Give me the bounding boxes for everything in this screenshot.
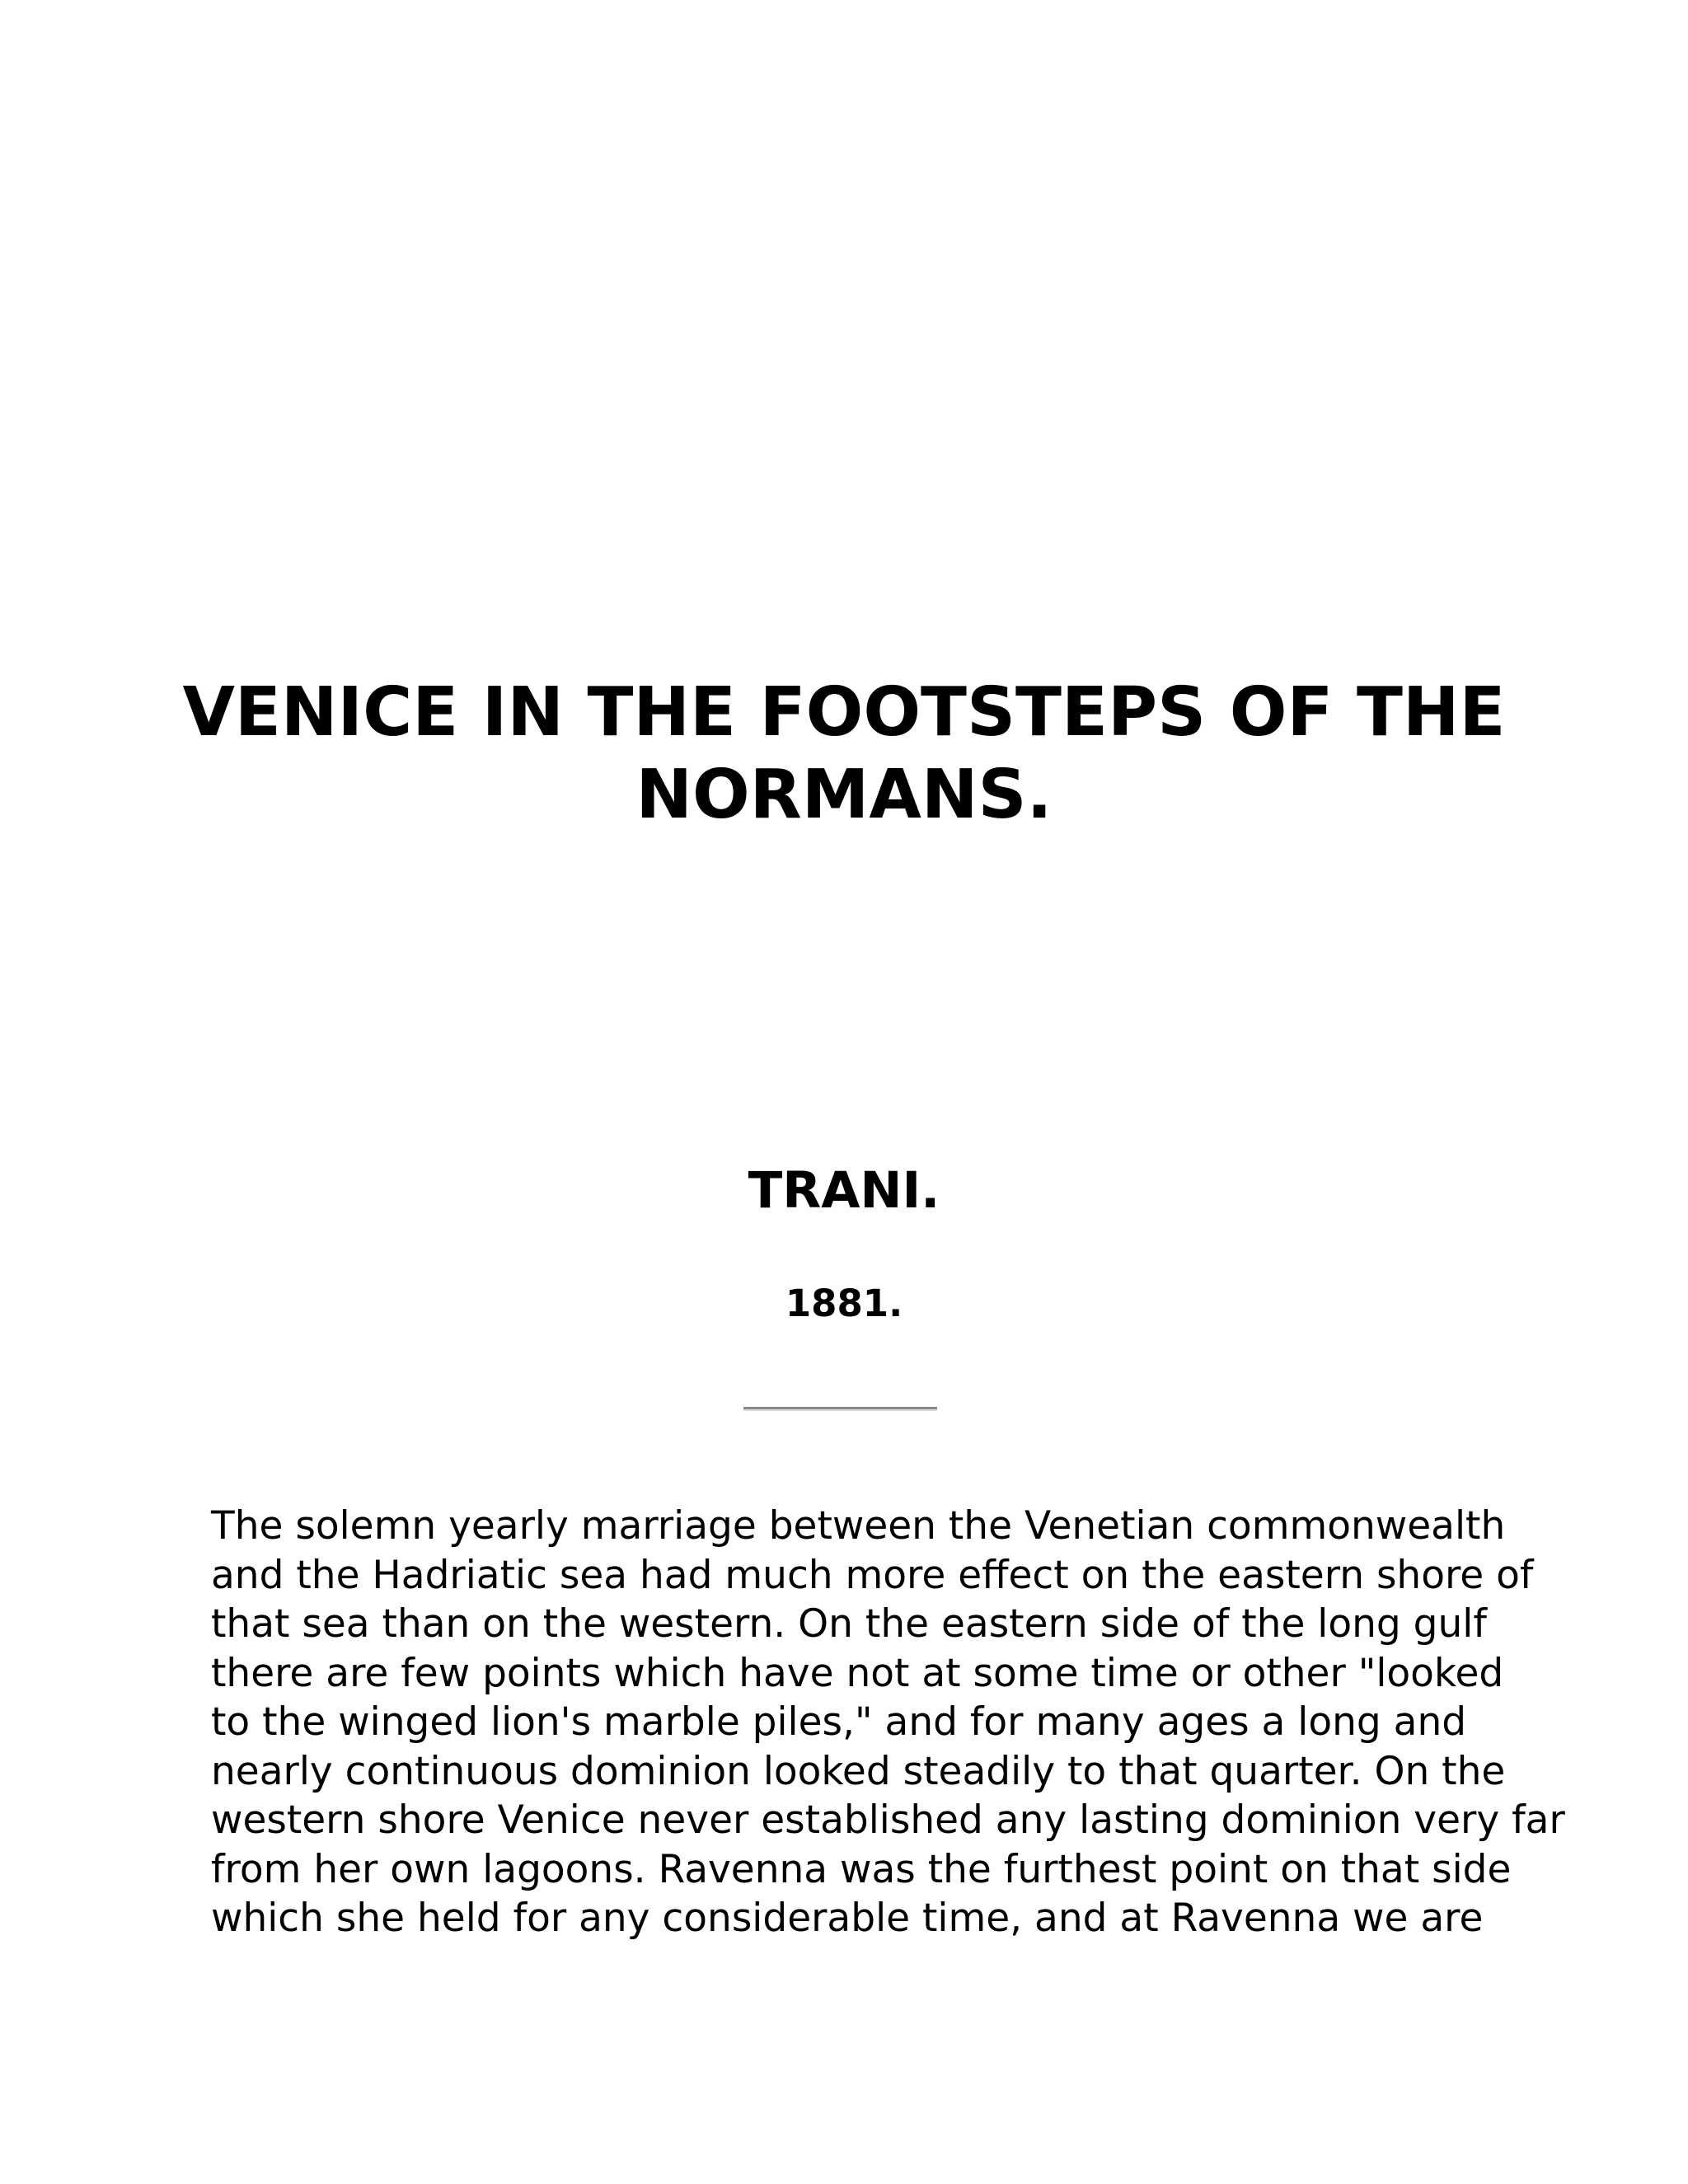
title-line: VENICE IN THE FOOTSTEPS OF THE [182,673,1506,752]
divider [743,1407,937,1411]
title-line: NORMANS. [635,756,1053,834]
body-line: from her own lagoons. Ravenna was the furthest point on that side [211,1846,1512,1892]
body-line: that sea than on the western. On the eastern side of the long gulf [211,1601,1487,1647]
body-line: to the winged lion's marble piles," and for many ages a long and [211,1699,1467,1745]
body-line: which she held for any considerable time, and at Ravenna we are [211,1896,1484,1941]
body-line: western shore Venice never established any lasting dominion very far [211,1797,1565,1843]
section-heading: TRANI. [748,1161,940,1220]
section-year: 1881. [785,1282,903,1325]
body-line: and the Hadriatic sea had much more effect on the eastern shore of [211,1552,1534,1598]
body-line: there are few points which have not at some time or other "looked [211,1650,1504,1696]
page-title [0,672,1688,837]
body-line: nearly continuous dominion looked steadily to that quarter. On the [211,1748,1506,1794]
body-line: The solemn yearly marriage between the Venetian commonwealth [211,1503,1506,1549]
body-paragraph [211,1502,1565,1943]
